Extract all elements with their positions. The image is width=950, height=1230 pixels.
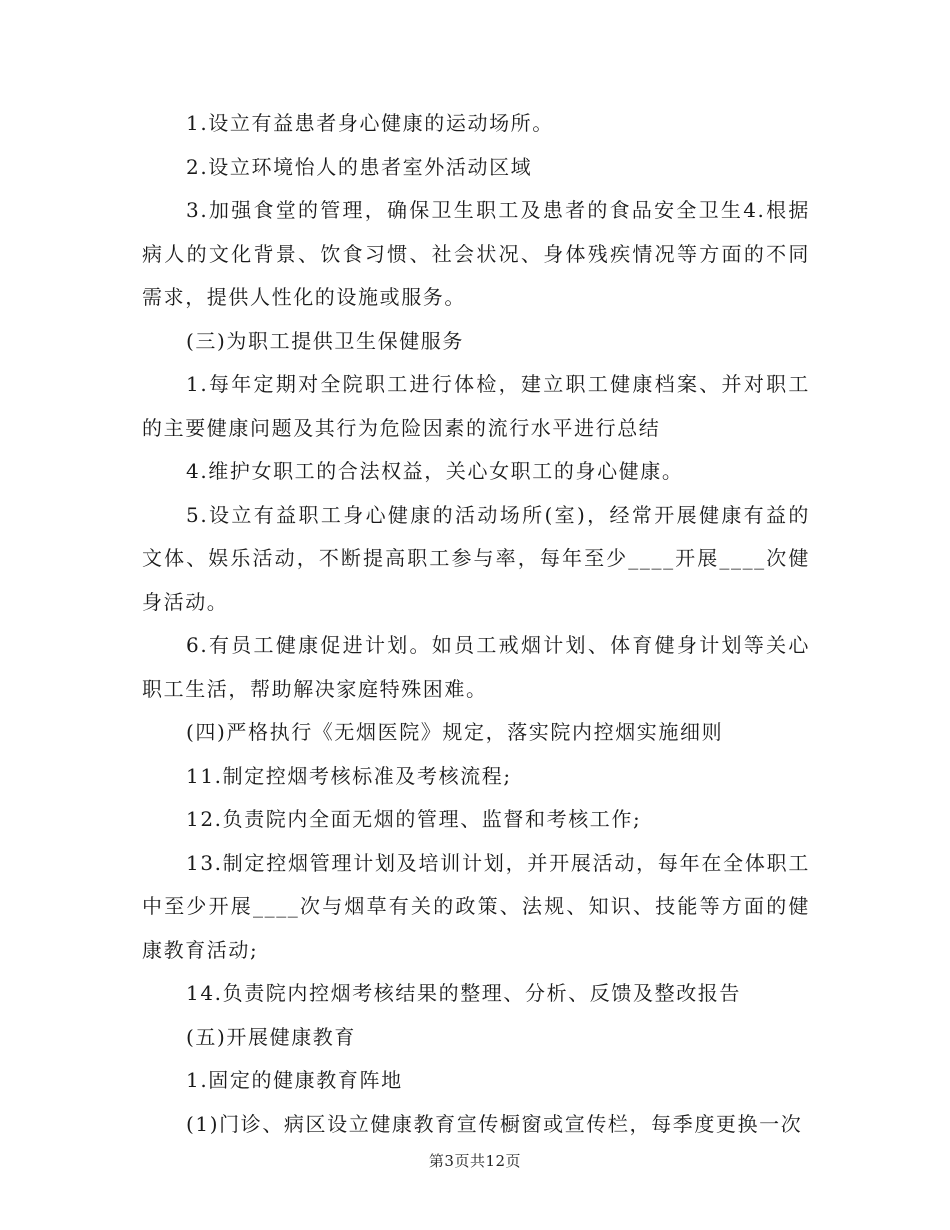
- paragraph: 1.每年定期对全院职工进行体检，建立职工健康档案、并对职工的主要健康问题及其行为危险因素的流行水平进行总结: [142, 372, 810, 440]
- paragraph: 13.制定控烟管理计划及培训计划，并开展活动，每年在全体职工中至少开展____次与烟草有关的政策、法规、知识、技能等方面的健康教育活动;: [142, 850, 810, 962]
- section-heading: (四)严格执行《无烟医院》规定，落实院内控烟实施细则: [186, 720, 724, 744]
- paragraph: (1)门诊、病区设立健康教育宣传橱窗或宣传栏，每季度更换一次: [186, 1111, 803, 1136]
- paragraph: 1.固定的健康教育阵地: [186, 1068, 403, 1092]
- document-body: [142, 102, 810, 1146]
- paragraph: 5.设立有益职工身心健康的活动场所(室)，经常开展健康有益的文体、娱乐活动，不断提高职工参与率，每年至少____开展____次健身活动。: [142, 502, 810, 614]
- paragraph: 1.设立有益患者身心健康的运动场所。: [186, 111, 554, 135]
- paragraph: 14.负责院内控烟考核结果的整理、分析、反馈及整改报告: [186, 981, 742, 1005]
- section-heading: (三)为职工提供卫生保健服务: [186, 328, 465, 353]
- page-number-footer: 第3页共12页: [428, 1152, 522, 1170]
- paragraph: 11.制定控烟考核标准及考核流程;: [186, 763, 512, 788]
- paragraph: 3.加强食堂的管理，确保卫生职工及患者的食品安全卫生4.根据病人的文化背景、饮食习惯、社会状况、身体残疾情况等方面的不同需求，提供人性化的设施或服务。: [142, 198, 810, 309]
- paragraph: 4.维护女职工的合法权益，关心女职工的身心健康。: [186, 459, 684, 483]
- paragraph: 2.设立环境怡人的患者室外活动区域: [186, 154, 533, 179]
- section-heading: (五)开展健康教育: [186, 1024, 357, 1049]
- paragraph: 6.有员工健康促进计划。如员工戒烟计划、体育健身计划等关心职工生活，帮助解决家庭特殊困难。: [142, 633, 810, 701]
- paragraph: 12.负责院内全面无烟的管理、监督和考核工作;: [186, 807, 642, 831]
